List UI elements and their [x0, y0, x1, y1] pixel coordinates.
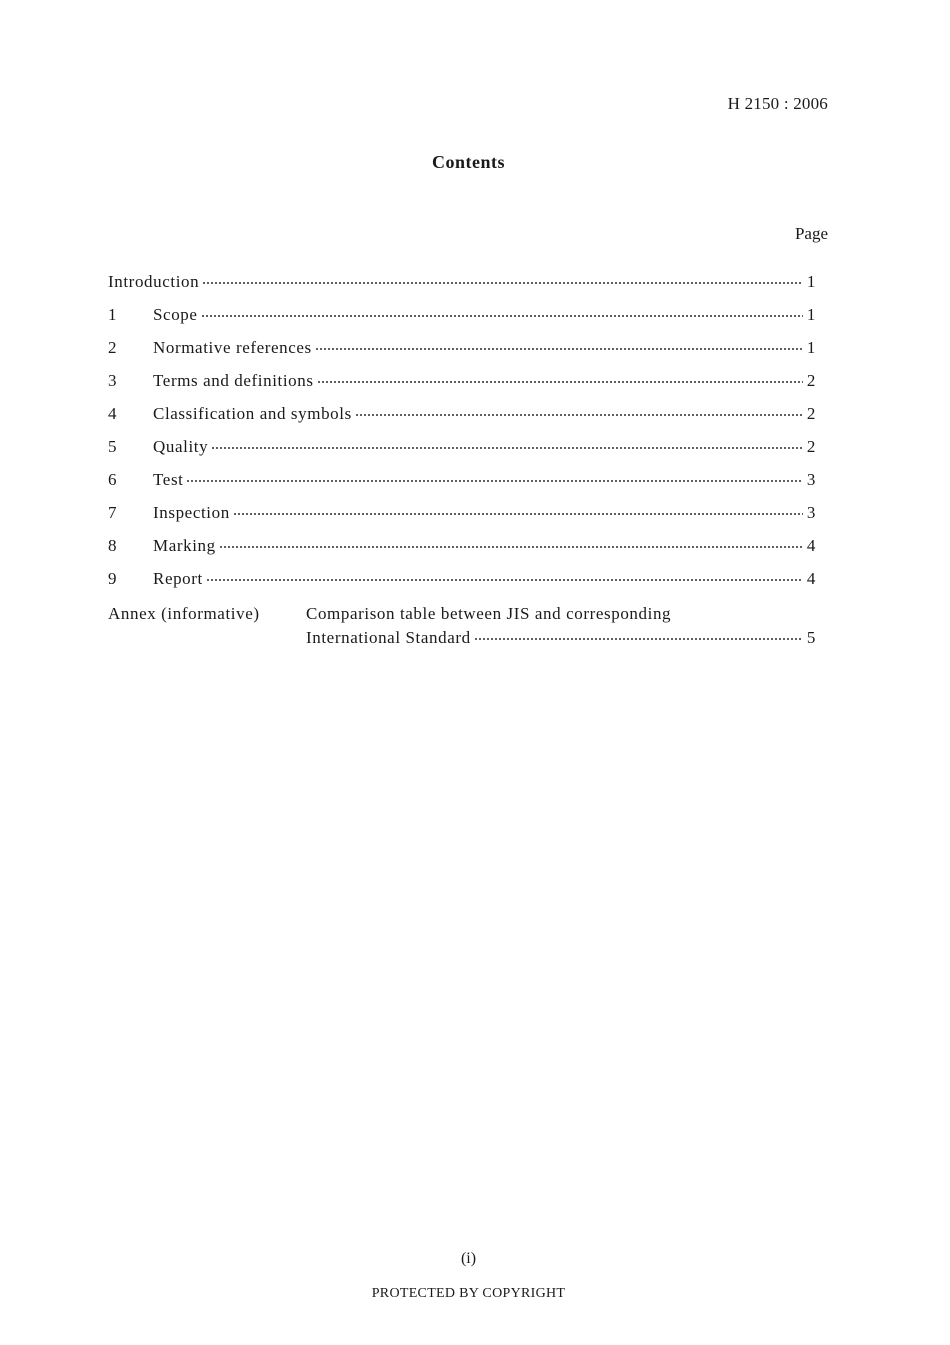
copyright-notice: PROTECTED BY COPYRIGHT	[371, 1286, 566, 1301]
toc-entry-terms-and-definitions[interactable]	[108, 371, 816, 404]
toc-entry-title: Inspection	[153, 503, 230, 522]
toc-entry-page: 1	[806, 305, 816, 324]
toc-entry-title: Introduction	[108, 272, 200, 291]
toc-entry-number: 3	[108, 371, 118, 390]
toc-entry-number: 8	[108, 536, 118, 555]
toc-entry-page: 4	[806, 536, 816, 555]
toc-entry-title: Terms and definitions	[153, 371, 314, 390]
toc-entry-title: Normative references	[153, 338, 312, 357]
toc-entry-page: 2	[806, 404, 816, 423]
toc-entry-page: 2	[806, 371, 816, 390]
dot-leader	[211, 446, 803, 450]
dot-leader	[317, 380, 803, 384]
toc-entry-annex[interactable]	[108, 604, 816, 652]
toc-entry-title: Classification and symbols	[153, 404, 352, 423]
toc-entry-number: 9	[108, 569, 118, 588]
toc-entry-inspection[interactable]	[108, 503, 816, 536]
annex-title-line-1: Comparison table between JIS and corresponding	[306, 604, 672, 623]
toc-entry-title: Quality	[153, 437, 209, 456]
dot-leader	[201, 314, 803, 318]
toc-entry-number: 2	[108, 338, 118, 357]
toc-entry-number: 1	[108, 305, 118, 324]
toc-entry-page: 3	[806, 503, 816, 522]
dot-leader	[233, 512, 803, 516]
toc-entry-number: 6	[108, 470, 118, 489]
footer-page-number: (i)	[460, 1250, 477, 1267]
annex-title-block	[306, 604, 816, 652]
annex-page: 5	[806, 628, 816, 647]
dot-leader	[474, 637, 803, 641]
annex-label: Annex (informative)	[108, 604, 260, 623]
toc-entry-introduction[interactable]	[108, 272, 816, 305]
dot-leader	[315, 347, 803, 351]
document-id: H 2150 : 2006	[727, 94, 828, 113]
toc-entry-title: Marking	[153, 536, 216, 555]
toc-entry-page: 3	[806, 470, 816, 489]
toc-entry-number: 5	[108, 437, 118, 456]
toc-entry-page: 1	[806, 338, 816, 357]
toc-entry-number: 7	[108, 503, 118, 522]
table-of-contents	[108, 272, 816, 652]
toc-entry-page: 2	[806, 437, 816, 456]
annex-title-line-2-row	[306, 628, 816, 652]
annex-title-line-2: International Standard	[306, 628, 471, 647]
toc-entry-title: Report	[153, 569, 203, 588]
toc-entry-page: 4	[806, 569, 816, 588]
toc-entry-page: 1	[806, 272, 816, 291]
toc-entry-classification-and-symbols[interactable]	[108, 404, 816, 437]
dot-leader	[206, 578, 803, 582]
page-title: Contents	[431, 152, 505, 172]
dot-leader	[219, 545, 803, 549]
toc-entry-normative-references[interactable]	[108, 338, 816, 371]
page-column-label: Page	[794, 224, 828, 243]
toc-entry-number: 4	[108, 404, 118, 423]
toc-entry-report[interactable]	[108, 569, 816, 602]
toc-entry-scope[interactable]	[108, 305, 816, 338]
toc-entry-title: Scope	[153, 305, 198, 324]
toc-entry-marking[interactable]	[108, 536, 816, 569]
toc-entry-quality[interactable]	[108, 437, 816, 470]
dot-leader	[186, 479, 803, 483]
toc-entry-test[interactable]	[108, 470, 816, 503]
dot-leader	[202, 281, 803, 285]
toc-entry-title: Test	[153, 470, 184, 489]
dot-leader	[355, 413, 803, 417]
